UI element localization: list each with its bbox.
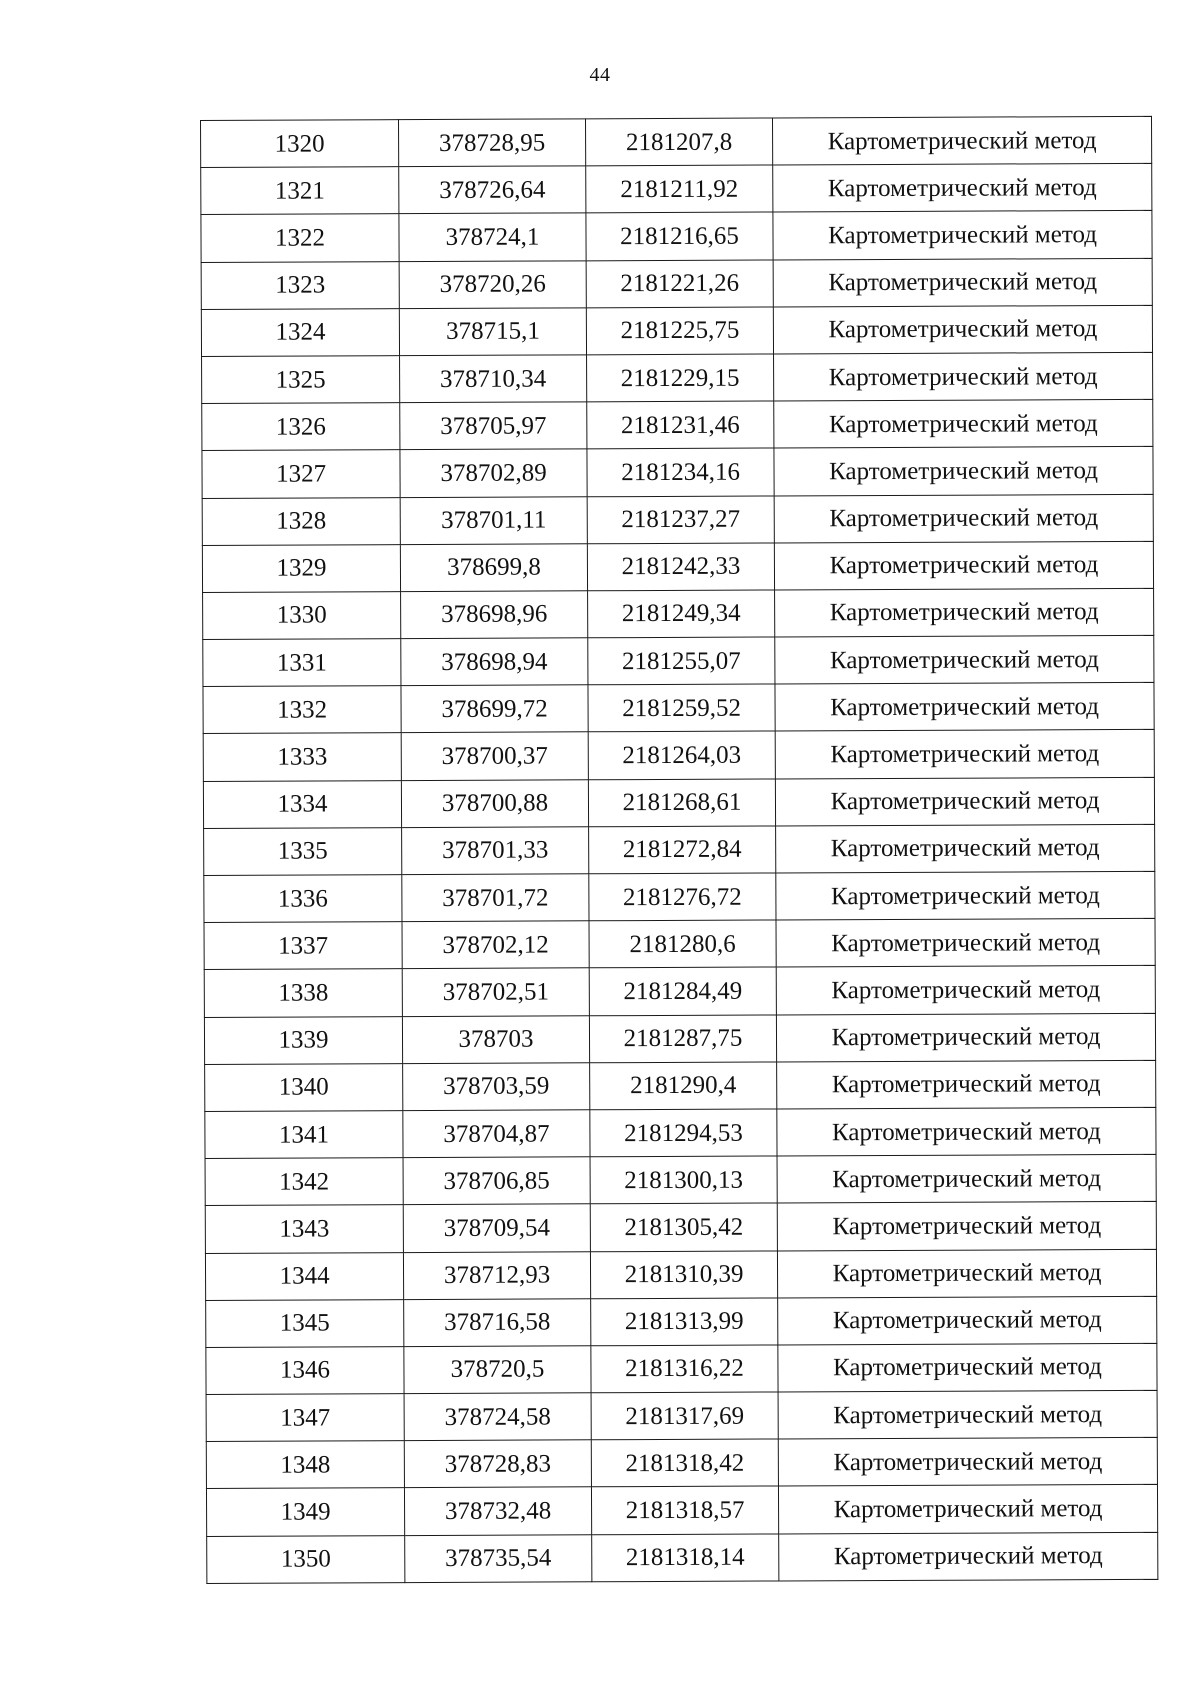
table-row	[202, 541, 1153, 592]
point-number-cell: 1326	[202, 403, 400, 451]
point-number-cell: 1346	[206, 1346, 404, 1394]
y-coordinate-cell: 2181231,46	[587, 401, 774, 449]
x-coordinate-cell: 378726,64	[399, 166, 586, 214]
y-coordinate-cell: 2181284,49	[589, 967, 776, 1015]
method-cell: Картометрический метод	[778, 1438, 1157, 1487]
x-coordinate-cell: 378735,54	[405, 1534, 592, 1582]
y-coordinate-cell: 2181211,92	[586, 165, 773, 213]
method-cell: Картометрический метод	[776, 824, 1155, 873]
method-cell: Картометрический метод	[776, 919, 1155, 968]
point-number-cell: 1331	[203, 639, 401, 687]
point-number-cell: 1348	[206, 1441, 404, 1489]
table-row	[205, 1202, 1156, 1253]
method-cell: Картометрический метод	[778, 1485, 1157, 1534]
table-row	[202, 494, 1153, 545]
method-cell: Картометрический метод	[774, 447, 1153, 496]
x-coordinate-cell: 378720,5	[404, 1346, 591, 1394]
point-number-cell: 1327	[202, 450, 400, 498]
table-row	[206, 1438, 1157, 1489]
y-coordinate-cell: 2181313,99	[591, 1298, 778, 1346]
table-row	[201, 211, 1152, 262]
method-cell: Картометрический метод	[772, 116, 1151, 165]
y-coordinate-cell: 2181221,26	[586, 260, 773, 308]
x-coordinate-cell: 378700,37	[401, 732, 588, 780]
point-number-cell: 1340	[205, 1063, 403, 1111]
x-coordinate-cell: 378701,33	[402, 827, 589, 875]
point-number-cell: 1347	[206, 1394, 404, 1442]
table-row	[202, 399, 1153, 450]
table-row	[205, 1249, 1156, 1300]
x-coordinate-cell: 378700,88	[401, 779, 588, 827]
method-cell: Картометрический метод	[777, 1202, 1156, 1251]
table-row	[203, 777, 1154, 828]
method-cell: Картометрический метод	[777, 1249, 1156, 1298]
table-row	[201, 258, 1152, 309]
point-number-cell: 1333	[203, 733, 401, 781]
method-cell: Картометрический метод	[779, 1532, 1158, 1581]
method-cell: Картометрический метод	[775, 683, 1154, 732]
x-coordinate-cell: 378720,26	[399, 260, 586, 308]
method-cell: Картометрический метод	[773, 164, 1152, 213]
point-number-cell: 1324	[201, 308, 399, 356]
x-coordinate-cell: 378698,94	[401, 638, 588, 686]
point-number-cell: 1320	[201, 120, 399, 168]
point-number-cell: 1330	[203, 592, 401, 640]
x-coordinate-cell: 378701,72	[402, 874, 589, 922]
method-cell: Картометрический метод	[777, 1060, 1156, 1109]
y-coordinate-cell: 2181294,53	[590, 1109, 777, 1157]
point-number-cell: 1323	[201, 261, 399, 309]
method-cell: Картометрический метод	[778, 1343, 1157, 1392]
x-coordinate-cell: 378703	[402, 1015, 589, 1063]
table-row	[201, 116, 1152, 167]
x-coordinate-cell: 378702,51	[402, 968, 589, 1016]
x-coordinate-cell: 378728,83	[404, 1440, 591, 1488]
y-coordinate-cell: 2181318,57	[591, 1486, 778, 1534]
y-coordinate-cell: 2181318,14	[592, 1534, 779, 1582]
point-number-cell: 1335	[204, 827, 402, 875]
point-number-cell: 1338	[204, 969, 402, 1017]
y-coordinate-cell: 2181290,4	[590, 1062, 777, 1110]
x-coordinate-cell: 378702,89	[400, 449, 587, 497]
x-coordinate-cell: 378698,96	[401, 591, 588, 639]
y-coordinate-cell: 2181276,72	[589, 873, 776, 921]
point-number-cell: 1325	[202, 356, 400, 404]
table-row	[205, 1154, 1156, 1205]
method-cell: Картометрический метод	[776, 871, 1155, 920]
point-number-cell: 1334	[203, 780, 401, 828]
y-coordinate-cell: 2181225,75	[586, 307, 773, 355]
table-row	[201, 164, 1152, 215]
table-row	[206, 1343, 1157, 1394]
y-coordinate-cell: 2181207,8	[585, 118, 772, 166]
point-number-cell: 1336	[204, 875, 402, 923]
table-row	[204, 919, 1155, 970]
y-coordinate-cell: 2181237,27	[587, 495, 774, 543]
table-row	[205, 1060, 1156, 1111]
point-number-cell: 1332	[203, 686, 401, 734]
coordinates-table	[200, 116, 1158, 1584]
point-number-cell: 1339	[204, 1016, 402, 1064]
table-row	[205, 1107, 1156, 1158]
x-coordinate-cell: 378715,1	[399, 308, 586, 356]
table-row	[207, 1532, 1158, 1583]
x-coordinate-cell: 378724,1	[399, 213, 586, 261]
table-row	[204, 1013, 1155, 1064]
y-coordinate-cell: 2181255,07	[588, 637, 775, 685]
y-coordinate-cell: 2181318,42	[591, 1439, 778, 1487]
table-row	[202, 447, 1153, 498]
x-coordinate-cell: 378704,87	[403, 1110, 590, 1158]
x-coordinate-cell: 378703,59	[403, 1063, 590, 1111]
method-cell: Картометрический метод	[776, 966, 1155, 1015]
table-row	[203, 635, 1154, 686]
x-coordinate-cell: 378706,85	[403, 1157, 590, 1205]
table-row	[203, 730, 1154, 781]
method-cell: Картометрический метод	[776, 1013, 1155, 1062]
table-row	[203, 588, 1154, 639]
method-cell: Картометрический метод	[778, 1296, 1157, 1345]
table-row	[204, 871, 1155, 922]
point-number-cell: 1341	[205, 1111, 403, 1159]
x-coordinate-cell: 378702,12	[402, 921, 589, 969]
table-row	[206, 1390, 1157, 1441]
x-coordinate-cell: 378705,97	[400, 402, 587, 450]
method-cell: Картометрический метод	[774, 352, 1153, 401]
x-coordinate-cell: 378699,72	[401, 685, 588, 733]
y-coordinate-cell: 2181287,75	[589, 1015, 776, 1063]
x-coordinate-cell: 378712,93	[403, 1251, 590, 1299]
method-cell: Картометрический метод	[774, 399, 1153, 448]
y-coordinate-cell: 2181216,65	[586, 212, 773, 260]
y-coordinate-cell: 2181280,6	[589, 920, 776, 968]
method-cell: Картометрический метод	[775, 777, 1154, 826]
method-cell: Картометрический метод	[778, 1390, 1157, 1439]
table-row	[206, 1485, 1157, 1536]
method-cell: Картометрический метод	[774, 541, 1153, 590]
x-coordinate-cell: 378701,11	[400, 496, 587, 544]
table-row	[202, 352, 1153, 403]
point-number-cell: 1342	[205, 1158, 403, 1206]
point-number-cell: 1343	[205, 1205, 403, 1253]
method-cell: Картометрический метод	[773, 305, 1152, 354]
y-coordinate-cell: 2181249,34	[588, 590, 775, 638]
y-coordinate-cell: 2181310,39	[590, 1250, 777, 1298]
method-cell: Картометрический метод	[777, 1107, 1156, 1156]
x-coordinate-cell: 378724,58	[404, 1393, 591, 1441]
page-number: 44	[589, 64, 611, 86]
y-coordinate-cell: 2181242,33	[587, 543, 774, 591]
method-cell: Картометрический метод	[773, 258, 1152, 307]
x-coordinate-cell: 378716,58	[404, 1298, 591, 1346]
method-cell: Картометрический метод	[777, 1154, 1156, 1203]
method-cell: Картометрический метод	[775, 588, 1154, 637]
table-row	[206, 1296, 1157, 1347]
point-number-cell: 1328	[202, 497, 400, 545]
point-number-cell: 1321	[201, 167, 399, 215]
point-number-cell: 1345	[206, 1299, 404, 1347]
y-coordinate-cell: 2181316,22	[591, 1345, 778, 1393]
x-coordinate-cell: 378710,34	[400, 355, 587, 403]
coordinates-table-body	[201, 116, 1158, 1583]
point-number-cell: 1329	[202, 544, 400, 592]
x-coordinate-cell: 378699,8	[400, 544, 587, 592]
table-row	[203, 683, 1154, 734]
y-coordinate-cell: 2181272,84	[589, 826, 776, 874]
y-coordinate-cell: 2181259,52	[588, 684, 775, 732]
x-coordinate-cell: 378728,95	[399, 119, 586, 167]
point-number-cell: 1344	[205, 1252, 403, 1300]
point-number-cell: 1337	[204, 922, 402, 970]
point-number-cell: 1322	[201, 214, 399, 262]
table-row	[204, 824, 1155, 875]
x-coordinate-cell: 378732,48	[404, 1487, 591, 1535]
y-coordinate-cell: 2181229,15	[587, 354, 774, 402]
method-cell: Картометрический метод	[774, 494, 1153, 543]
method-cell: Картометрический метод	[773, 211, 1152, 260]
point-number-cell: 1350	[207, 1535, 405, 1583]
table-row	[201, 305, 1152, 356]
y-coordinate-cell: 2181264,03	[588, 731, 775, 779]
y-coordinate-cell: 2181317,69	[591, 1392, 778, 1440]
y-coordinate-cell: 2181268,61	[588, 779, 775, 827]
y-coordinate-cell: 2181234,16	[587, 448, 774, 496]
table-row	[204, 966, 1155, 1017]
y-coordinate-cell: 2181305,42	[590, 1203, 777, 1251]
method-cell: Картометрический метод	[775, 635, 1154, 684]
method-cell: Картометрический метод	[775, 730, 1154, 779]
x-coordinate-cell: 378709,54	[403, 1204, 590, 1252]
y-coordinate-cell: 2181300,13	[590, 1156, 777, 1204]
point-number-cell: 1349	[206, 1488, 404, 1536]
